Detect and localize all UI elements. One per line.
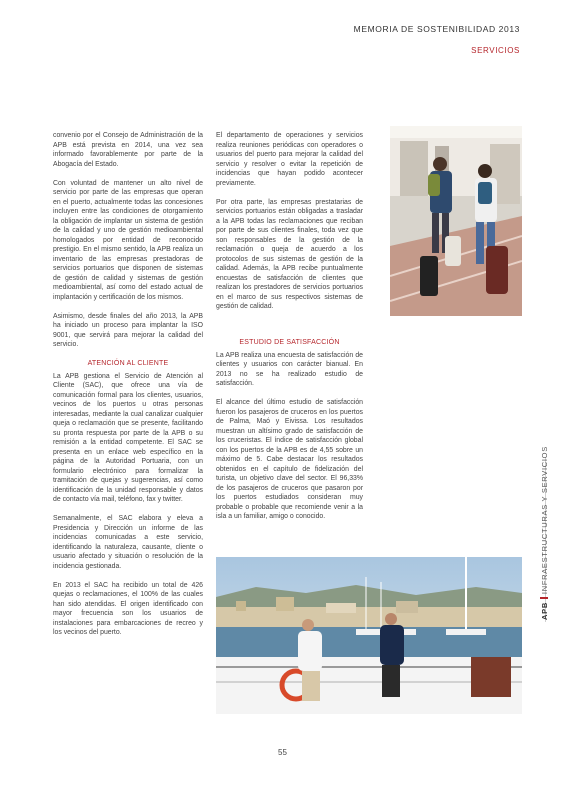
travellers-photo (390, 126, 522, 316)
subheading-estudio-satisfaccion: ESTUDIO DE SATISFACCIÓN (239, 339, 340, 346)
section-side-label (540, 446, 549, 620)
paragraph: La APB gestiona el Servicio de Atención al Cliente (SAC), que ofrece una vía de comunicación formal para los clientes, usuarios, vecinos de los puertos u otras personas interesadas, mediante la cual canalizar cualquier queja o reclamación que se presente, facilitando su pronta respuesta por parte de la APB o su remisión a la entidad competente. El SAC se presenta en un enlace web específico en la página de la Autoridad Portuaria, con un formulario electrónico para formalizar la tramitación de quejas y sugerencias, así como identificación de la unidad responsable y datos de contacto vía mail, teléfono, fax y twitter. (53, 372, 203, 503)
paragraph: El departamento de operaciones y servicios realiza reuniones periódicas con operadores o usuarios del puerto para mejorar la calidad del servicio y resolver o evitar la repetición de incidencias que hayan podido acontecer previamente. (216, 132, 363, 187)
paragraph: El alcance del último estudio de satisfacción fueron los pasajeros de cruceros en los puertos de Palma, Maó y Eivissa. Los resultados muestran un altísimo grado de satisfacción de los cruceristas. El índice de satisfacción global con los puertos de la APB es de 4,55 sobre un máximo de 5. Cabe destacar los resultados obtenidos en el capítulo de fidelización del turista, un objetivo clave del sector. El 96,33% de los pasajeros de cruceros que pasaron por los puertos estudiados consideran muy probable o probable que recomiende venir a la isla a un familiar, amigo o conocido. (216, 399, 363, 520)
document-title: MEMORIA DE SOSTENIBILIDAD 2013 (353, 24, 520, 34)
text-column-middle (216, 131, 363, 321)
sidebar-label: INFRAESTRUCTURAS Y SERVICIOS (540, 446, 549, 595)
port-view-photo (216, 557, 522, 714)
paragraph: En 2013 el SAC ha recibido un total de 426 quejas o reclamaciones, el 100% de las cuales han sido atendidas. El origen identificado con mayor frecuencia son los usuarios de instalaciones para embarcaciones de recreo y los vecinos del puerto. (53, 581, 203, 636)
text-column-left (53, 131, 203, 647)
paragraph: Asimismo, desde finales del año 2013, la APB ha iniciado un proceso para implantar la ISO 9001, que servirá para mejorar la calidad del servicio. (53, 312, 203, 348)
paragraph: convenio por el Consejo de Administración de la APB está prevista en 2014, una vez sea informado favorablemente por parte de la Abogacía del Estado. (53, 132, 203, 168)
text-column-middle-section (216, 338, 363, 531)
paragraph: Semanalmente, el SAC elabora y eleva a Presidencia y Dirección un informe de las incidencias comunicadas a este servicio, identificando la naturaleza, causante, cliente o usuario afectado y situación o resolución de la incidencia gestionada. (53, 515, 203, 570)
paragraph: La APB realiza una encuesta de satisfacción de clientes y usuarios con carácter bianual. En 2013 no se ha realizado estudio de satisfacción. (216, 351, 363, 387)
paragraph: Por otra parte, las empresas prestatarias de servicios portuarios están obligadas a trasladar a la APB todas las reclamaciones que reciban por parte de sus clientes finales, toda vez que son responsables de la gestión de la reclamación o queja de acuerdo a los protocolos de sus sistemas de gestión de la calidad. Además, la APB recibe puntualmente encuestas de satisfacción de clientes que realizan los prestadores de servicios portuarios en el marco de sus respectivos sistemas de gestión de calidad. (216, 198, 363, 310)
page-number: 55 (278, 748, 287, 757)
brand-label: APB (540, 602, 549, 620)
subheading-atencion-cliente: ATENCIÓN AL CLIENTE (87, 360, 169, 367)
accent-bar (540, 597, 548, 599)
section-title: SERVICIOS (471, 46, 520, 55)
paragraph: Con voluntad de mantener un alto nivel de servicio por parte de las empresas que operan en el puerto, actualmente todas las concesiones incluyen entre las condiciones de otorgamiento la obligación de implantar un sistema de gestión de la calidad y uno de gestión medioambiental homologados por entidad de reconocido prestigio. En el mismo sentido, la APB realiza un inventario de las empresas prestadoras de servicios portuarios que disponen de sistemas de gestión de calidad y sistemas de gestión medioambiental, así como del estado actual de implantación y certificación de los mismos. (53, 179, 203, 301)
